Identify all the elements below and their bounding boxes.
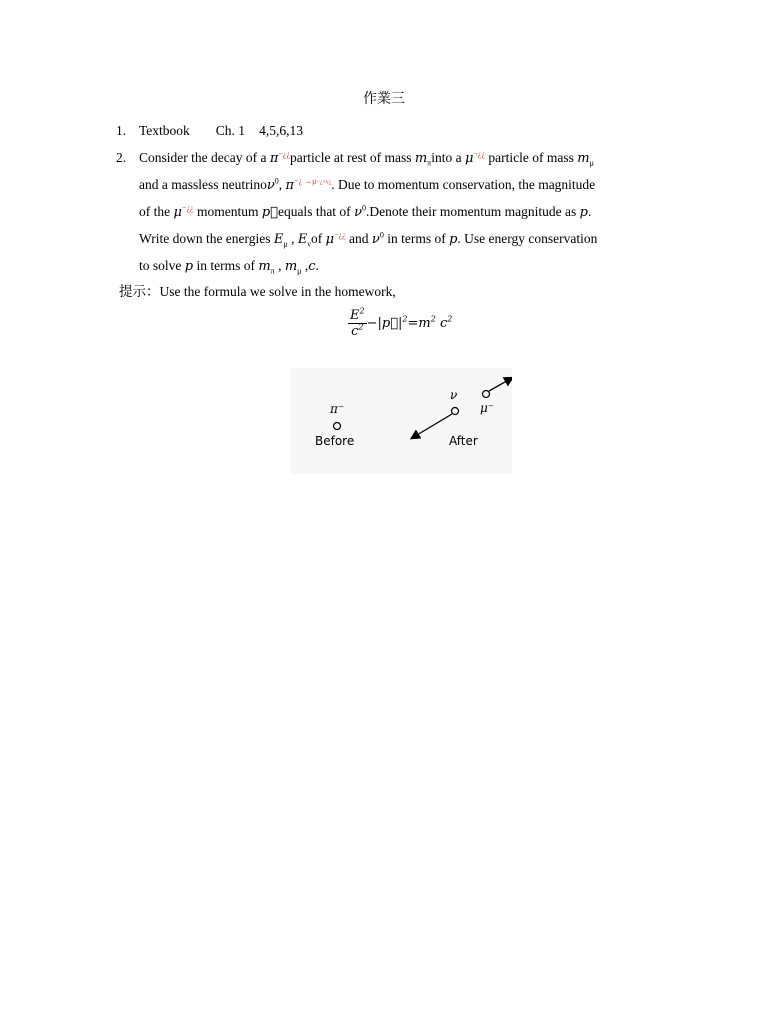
- hint-prefix: 提示：: [119, 284, 160, 299]
- superscript: 0: [274, 176, 279, 186]
- fraction-denominator: [348, 324, 367, 339]
- text: Write down the energies: [139, 231, 274, 246]
- superscript: −¿+ν¿: [316, 179, 332, 186]
- momentum-symbol: p: [579, 205, 588, 220]
- pion-label: π⁻: [330, 402, 345, 416]
- minus-sign: −: [366, 316, 378, 331]
- text: of the: [139, 204, 174, 219]
- mass-symbol: m: [258, 259, 271, 274]
- text: . Due to momentum conservation, the magnitude: [331, 177, 596, 192]
- item2-line-4: [139, 230, 597, 249]
- nu-symbol: ν: [266, 178, 275, 193]
- momentum-symbol: p: [184, 259, 194, 274]
- energy-symbol: E: [297, 232, 308, 247]
- equals-sign: =: [407, 316, 419, 331]
- superscript: 0: [361, 203, 366, 213]
- text: .: [588, 204, 592, 219]
- fraction-numerator: [348, 308, 367, 324]
- mu-symbol: μ: [325, 232, 335, 247]
- speed-of-light-symbol: c: [439, 316, 448, 331]
- fraction: [348, 308, 367, 339]
- text: particle at rest of mass: [290, 150, 415, 165]
- item2-line-5: [139, 257, 319, 276]
- decay-figure: [290, 368, 512, 474]
- item1-number: 1.: [116, 123, 127, 138]
- energy-symbol: E: [273, 232, 284, 247]
- mass-symbol: m: [284, 259, 298, 274]
- superscript: −¿¿: [278, 149, 290, 159]
- subscript: μ: [297, 266, 302, 276]
- page-title: 作業三: [363, 92, 405, 107]
- text: ,: [301, 258, 309, 273]
- muon-arrow: [489, 378, 512, 391]
- item1-problems: 4,5,6,13: [259, 123, 303, 138]
- text: in terms of: [383, 231, 450, 246]
- text: into a: [431, 150, 465, 165]
- subscript: μ: [283, 239, 288, 249]
- pi-symbol: π: [285, 178, 295, 193]
- momentum-magnitude: |p⃗|: [377, 316, 403, 331]
- text: and a massless neutrino: [139, 177, 267, 192]
- subscript: π: [270, 266, 275, 276]
- text: . Use energy conservation: [457, 231, 598, 246]
- item1-line: [139, 122, 303, 140]
- pi-symbol: π: [269, 151, 279, 166]
- superscript: 2: [402, 314, 408, 324]
- superscript: −¿ →μ: [294, 176, 317, 186]
- muon-label: μ⁻: [480, 401, 495, 415]
- hint-line: [119, 283, 396, 301]
- mu-symbol: μ: [173, 205, 182, 220]
- mu-symbol: μ: [464, 151, 474, 166]
- superscript: 0: [379, 230, 384, 240]
- speed-of-light-symbol: c: [351, 324, 359, 339]
- text: to solve: [139, 258, 185, 273]
- text: particle of mass: [485, 150, 578, 165]
- neutrino-label: ν: [450, 388, 458, 402]
- muon-particle: [483, 391, 490, 398]
- hint-text: Use the formula we solve in the homework,: [159, 284, 396, 299]
- text: equals that of: [277, 204, 355, 219]
- superscript: −¿¿: [334, 230, 346, 240]
- pion-particle: [334, 423, 341, 430]
- subscript: π: [427, 158, 432, 168]
- item2-line-1: [139, 149, 594, 168]
- text: .: [315, 258, 319, 273]
- item2-line-3: [139, 203, 591, 222]
- text: .Denote their momentum magnitude as: [365, 204, 580, 219]
- superscript: 2: [447, 314, 453, 324]
- superscript: −¿¿: [473, 149, 486, 159]
- mass-symbol: m: [418, 316, 431, 331]
- superscript: 2: [358, 322, 364, 332]
- text: Consider the decay of a: [139, 150, 270, 165]
- before-label: Before: [315, 434, 355, 448]
- subscript: ν: [307, 239, 311, 249]
- mass-symbol: m: [414, 151, 428, 166]
- text: ,: [274, 258, 285, 273]
- after-label: After: [449, 434, 478, 448]
- text: in terms of: [193, 258, 259, 273]
- text: ,: [278, 177, 286, 192]
- nu-symbol: ν: [354, 205, 362, 220]
- item2-line-2: [139, 176, 595, 195]
- momentum-vector-symbol: p⃗: [261, 205, 278, 220]
- text: ,: [287, 231, 298, 246]
- text: and: [345, 231, 372, 246]
- text: momentum: [193, 204, 262, 219]
- superscript: 2: [430, 314, 436, 324]
- subscript: μ: [589, 158, 594, 168]
- neutrino-particle: [452, 408, 459, 415]
- energy-momentum-formula: [348, 308, 452, 339]
- nu-symbol: ν: [371, 232, 380, 247]
- superscript: 2: [359, 306, 365, 316]
- superscript: −¿¿: [181, 203, 194, 213]
- item1-label: Textbook: [139, 123, 190, 138]
- item2-number: 2.: [116, 150, 127, 165]
- energy-symbol: E: [350, 308, 360, 323]
- momentum-symbol: p: [449, 232, 458, 247]
- item1-chapter: Ch. 1: [215, 123, 246, 138]
- speed-of-light-symbol: c: [308, 259, 316, 274]
- mass-symbol: m: [577, 151, 590, 166]
- neutrino-arrow: [412, 414, 452, 438]
- decay-diagram: [290, 368, 512, 474]
- text: of: [310, 231, 326, 246]
